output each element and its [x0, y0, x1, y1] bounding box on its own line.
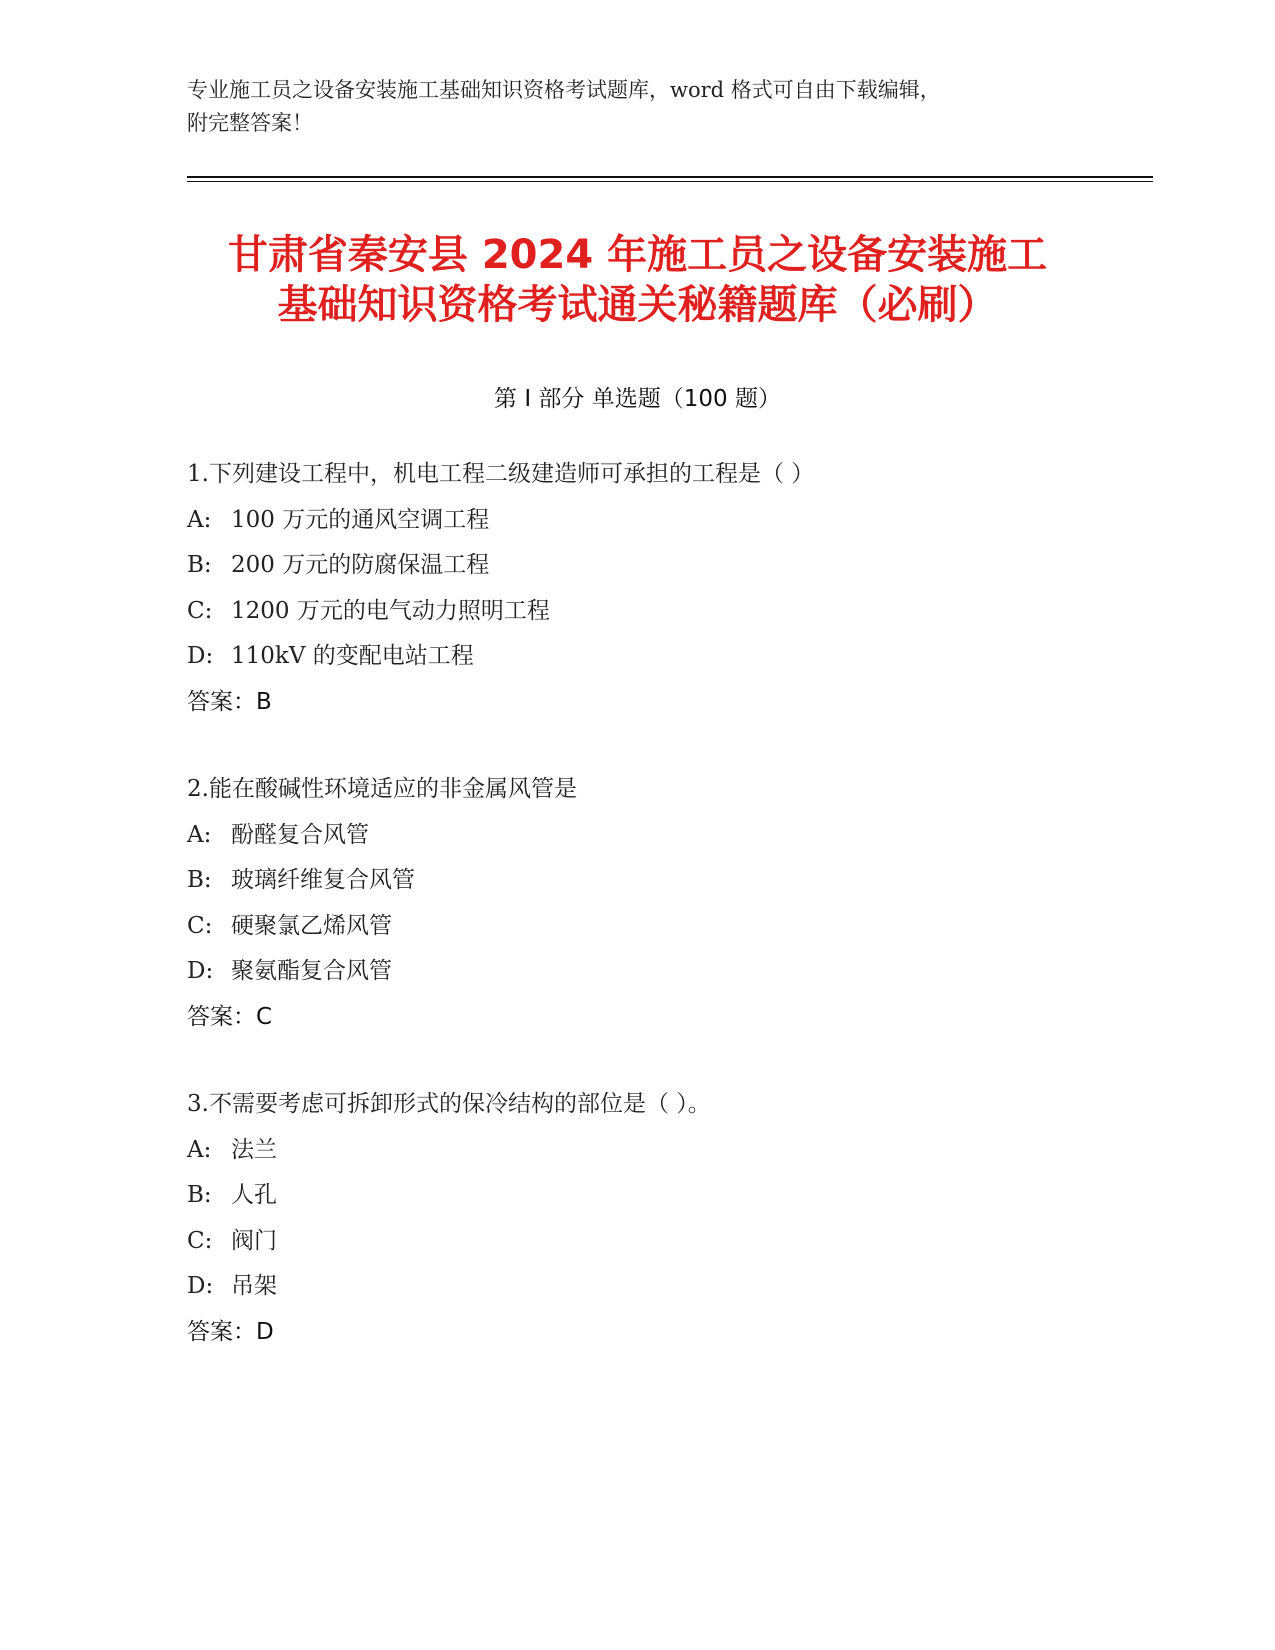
header-divider-thick [187, 176, 1153, 178]
header-note [187, 74, 1087, 140]
question-stem: 1.下列建设工程中，机电工程二级建造师可承担的工程是（ ） [187, 461, 815, 487]
question-stem: 2.能在酸碱性环境适应的非金属风管是 [187, 776, 577, 802]
answer-label: 答案： [187, 1318, 256, 1345]
option-text: 硬聚氯乙烯风管 [231, 912, 392, 939]
answer-value: D [256, 1318, 274, 1345]
option-text: 200 万元的防腐保温工程 [231, 552, 490, 578]
answer-value: C [256, 1003, 273, 1030]
option-b [187, 858, 1127, 904]
option-letter: D: [187, 958, 214, 984]
option-letter: A: [187, 1136, 212, 1163]
option-letter: C: [187, 1227, 213, 1254]
option-c [187, 904, 1127, 950]
option-text: 法兰 [231, 1136, 277, 1163]
option-d [187, 1264, 1127, 1310]
question-3 [187, 1082, 1127, 1355]
answer-line [187, 995, 1127, 1041]
option-letter: D: [187, 1273, 214, 1299]
option-letter: C: [187, 912, 213, 939]
option-b [187, 543, 1127, 589]
question-1 [187, 452, 1127, 725]
document-title-line-1: 甘肃省秦安县 2024 年施工员之设备安装施工 [227, 232, 1048, 278]
option-letter: B: [187, 1182, 212, 1208]
document-title-line-2: 基础知识资格考试通关秘籍题库（必刷） [277, 282, 998, 328]
option-text: 酚醛复合风管 [231, 821, 369, 848]
header-note-line-1: 专业施工员之设备安装施工基础知识资格考试题库，word 格式可自由下载编辑， [187, 78, 941, 102]
answer-label: 答案： [187, 688, 256, 715]
option-a [187, 813, 1127, 859]
header-note-line-2: 附完整答案！ [187, 111, 313, 135]
option-letter: C: [187, 597, 213, 624]
answer-label: 答案： [187, 1003, 256, 1030]
option-letter: B: [187, 867, 212, 893]
option-letter: D: [187, 643, 214, 669]
option-b [187, 1173, 1127, 1219]
answer-value: B [256, 688, 272, 715]
option-d [187, 949, 1127, 995]
header-divider-thin [187, 181, 1153, 182]
option-letter: A: [187, 821, 212, 848]
option-text: 阀门 [231, 1227, 277, 1254]
option-a [187, 498, 1127, 544]
option-letter: A: [187, 506, 212, 533]
option-letter: B: [187, 552, 212, 578]
question-stem: 3.不需要考虑可拆卸形式的保冷结构的部位是（ ）。 [187, 1091, 711, 1117]
section-title: 第 I 部分 单选题（100 题） [494, 386, 781, 412]
option-text: 吊架 [231, 1273, 277, 1299]
answer-line [187, 680, 1127, 726]
option-a [187, 1128, 1127, 1174]
option-text: 100 万元的通风空调工程 [231, 506, 490, 533]
option-text: 人孔 [231, 1182, 277, 1208]
answer-line [187, 1310, 1127, 1356]
option-text: 110kV 的变配电站工程 [231, 643, 474, 669]
option-text: 1200 万元的电气动力照明工程 [231, 597, 550, 624]
option-d [187, 634, 1127, 680]
option-text: 玻璃纤维复合风管 [231, 867, 415, 893]
option-text: 聚氨酯复合风管 [231, 958, 392, 984]
question-2 [187, 767, 1127, 1040]
option-c [187, 589, 1127, 635]
option-c [187, 1219, 1127, 1265]
